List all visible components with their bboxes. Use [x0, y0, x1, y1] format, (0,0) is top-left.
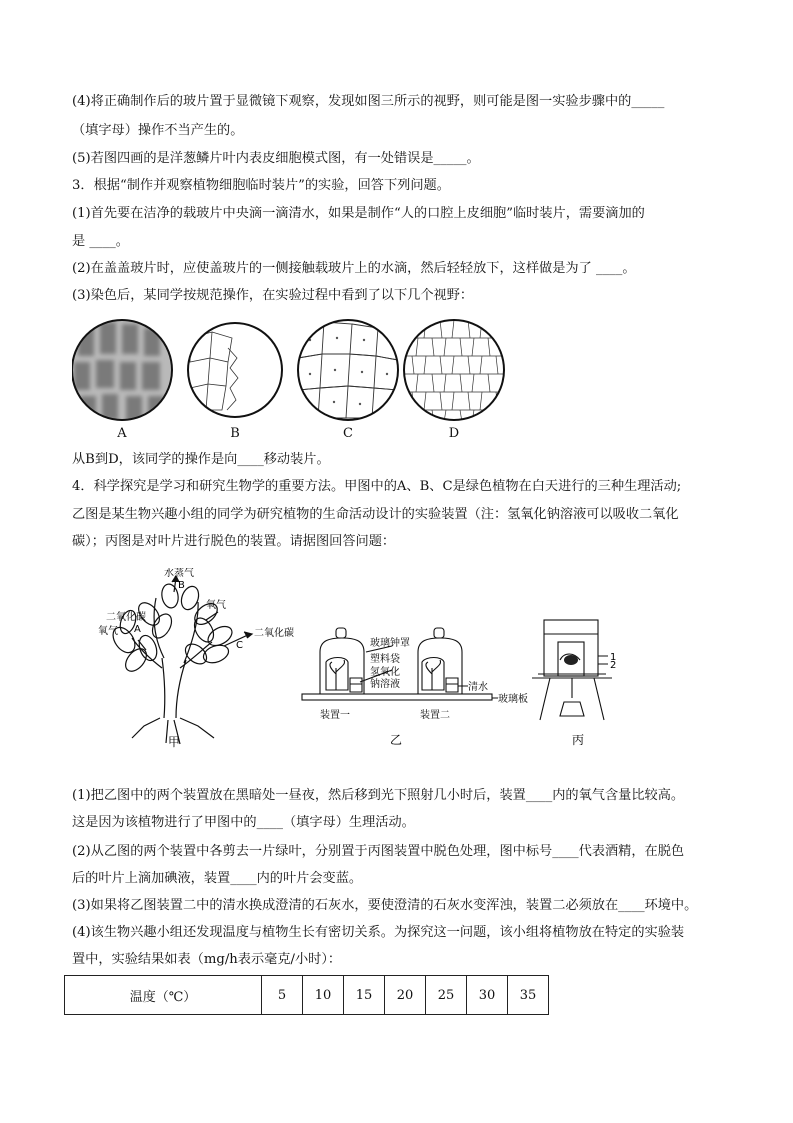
q3-3-line: (3)染色后，某同学按规范操作，在实验过程中看到了以下几个视野：: [72, 288, 474, 303]
table-cell: 30: [467, 976, 508, 1015]
table-cell: 5: [262, 976, 303, 1015]
section4-line1: 4．科学探究是学习和研究生物学的重要方法。甲图中的A、B、C是绿色植物在白天进行的三种生理活动;: [72, 479, 682, 494]
apparatus-figure-yi: [300, 618, 550, 753]
decolor-figure-bing: [530, 610, 630, 750]
label-plastic-bag: 塑料袋: [370, 654, 400, 665]
label-device-1: 装置一: [320, 710, 350, 721]
view-label-b: B: [230, 426, 240, 441]
label-device-2: 装置二: [420, 710, 450, 721]
label-b: B: [178, 580, 185, 591]
section3-heading: 3．根据“制作并观察植物细胞临时装片”的实验，回答下列问题。: [72, 178, 450, 193]
q4-1-line2: 这是因为该植物进行了甲图中的____（填字母）生理活动。: [72, 815, 415, 830]
q4-4-line2: 置中，实验结果如表（mg/h表示毫克/小时）：: [72, 952, 342, 967]
label-co2-right: 二氧化碳: [254, 628, 294, 639]
temperature-table: [64, 975, 549, 1015]
table-cell: 10: [303, 976, 344, 1015]
view-label-d: D: [448, 426, 460, 441]
q4-line1: (4)将正确制作后的玻片置于显微镜下观察，发现如图三所示的视野，则可能是图一实验步骤中的_____: [72, 94, 665, 109]
caption-yi: 乙: [390, 733, 403, 747]
view-label-a: A: [117, 426, 127, 441]
label-co2-left: 二氧化碳: [106, 612, 146, 623]
q4-2-line2: 后的叶片上滴加碘液，装置____内的叶片会变蓝。: [72, 871, 363, 886]
q4-2-line1: (2)从乙图的两个装置中各剪去一片绿叶，分别置于丙图装置中脱色处理，图中标号____代表酒精，在脱色: [72, 844, 685, 859]
table-row: [65, 976, 549, 1015]
label-oxygen-right: 氧气: [206, 600, 226, 611]
q3-3-answer-line: 从B到D，该同学的操作是向____移动装片。: [72, 452, 330, 467]
section4-line3: 碳）；丙图是对叶片进行脱色的装置。请据图回答问题：: [72, 534, 396, 549]
section4-line2: 乙图是某生物兴趣小组的同学为研究植物的生命活动设计的实验装置（注：氢氧化钠溶液可以吸收二氧化: [72, 507, 679, 522]
label-2: 2: [610, 660, 617, 671]
q3-1-line1: (1)首先要在洁净的载玻片中央滴一滴清水，如果是制作“人的口腔上皮细胞”临时装片，需要滴加的: [72, 206, 645, 221]
label-water: 清水: [468, 682, 488, 693]
label-oxygen-left: 氧气: [98, 626, 118, 637]
caption-jia: 甲: [168, 735, 181, 749]
table-header-cell: 温度（℃）: [65, 976, 262, 1015]
label-glass-plate: 玻璃板: [498, 694, 528, 705]
label-naoh-2: 钠溶液: [370, 679, 400, 690]
q5-line: (5)若图四画的是洋葱鳞片叶内表皮细胞模式图，有一处错误是_____。: [72, 151, 480, 166]
table-cell: 35: [508, 976, 549, 1015]
q3-2-line: (2)在盖盖玻片时，应使盖玻片的一侧接触载玻片上的水滴，然后轻轻放下，这样做是为了 ____。: [72, 261, 636, 276]
label-c: C: [236, 640, 243, 651]
q4-1-line1: (1)把乙图中的两个装置放在黑暗处一昼夜，然后移到光下照射几小时后，装置____内的氧气含量比较高。: [72, 788, 685, 803]
q3-1-line2: 是 ____。: [72, 234, 129, 249]
table-cell: 15: [344, 976, 385, 1015]
table-cell: 25: [426, 976, 467, 1015]
plant-figure-jia: [94, 568, 304, 750]
label-bell-jar: 玻璃钟罩: [370, 638, 410, 649]
view-label-c: C: [343, 426, 353, 441]
label-naoh-1: 氢氧化: [370, 667, 400, 678]
label-1: 1: [610, 652, 617, 663]
q4-4-line1: (4)该生物兴趣小组还发现温度与植物生长有密切关系。为探究这一问题，该小组将植物放在特定的实验装: [72, 925, 685, 940]
table-cell: 20: [385, 976, 426, 1015]
q4-line2: （填字母）操作不当产生的。: [72, 123, 244, 138]
label-a: A: [134, 624, 141, 635]
view-b-partial: [190, 332, 238, 414]
q4-3-line: (3)如果将乙图装置二中的清水换成澄清的石灰水，要使澄清的石灰水变浑浊，装置二必须放在____环境中。: [72, 898, 698, 913]
label-water-vapor: 水蒸气: [164, 568, 194, 579]
caption-bing: 丙: [572, 733, 585, 747]
